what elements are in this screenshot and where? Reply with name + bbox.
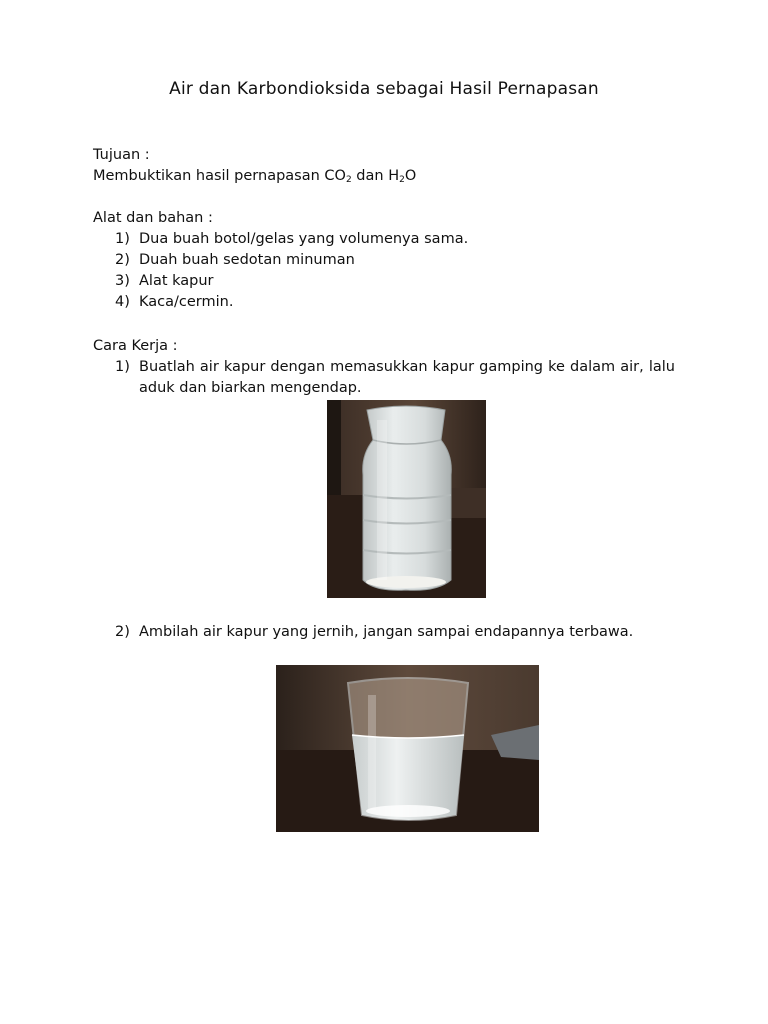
bottle-of-limewater-image [327, 400, 486, 598]
list-item-text: Kaca/cermin. [139, 294, 234, 310]
list-item-text: Dua buah botol/gelas yang volumenya sama. [139, 231, 469, 247]
list-item-text: Duah buah sedotan minuman [139, 252, 355, 268]
list-item-number: 4) [115, 294, 130, 310]
tujuan-text-suffix: O [404, 168, 417, 184]
list-item [115, 229, 675, 250]
list-item-number: 2) [115, 624, 130, 640]
tujuan-heading: Tujuan : [93, 147, 150, 163]
tujuan-text-prefix: Membuktikan hasil pernapasan CO [93, 168, 346, 184]
tujuan-text [93, 166, 675, 187]
list-item-number: 3) [115, 273, 130, 289]
list-item-text: Alat kapur [139, 273, 214, 289]
cara-step-1 [115, 357, 675, 399]
document-title: Air dan Karbondioksida sebagai Hasil Pernapasan [169, 79, 599, 99]
list-item-number: 1) [115, 359, 130, 375]
list-item-text: Ambilah air kapur yang jernih, jangan sampai endapannya terbawa. [139, 624, 634, 640]
alat-heading: Alat dan bahan : [93, 210, 213, 226]
list-item [115, 250, 675, 271]
tujuan-section [93, 145, 675, 187]
h2o-subscript: 2 [399, 175, 405, 185]
list-item [115, 292, 675, 313]
tujuan-text-mid: dan H [351, 168, 400, 184]
cara-heading: Cara Kerja : [93, 338, 178, 354]
list-item [115, 357, 675, 399]
glass-of-clear-limewater-image [276, 665, 539, 832]
list-item-text: Buatlah air kapur dengan memasukkan kapur gamping ke dalam air, lalu aduk dan biarkan mengendap. [139, 359, 675, 396]
bottle-photo [327, 400, 486, 598]
list-item [115, 622, 675, 643]
list-item-number: 1) [115, 231, 130, 247]
cara-step-2 [115, 622, 675, 643]
list-item [115, 271, 675, 292]
alat-list [115, 229, 675, 313]
co2-subscript: 2 [345, 175, 352, 185]
glass-photo [276, 665, 539, 832]
list-item-number: 2) [115, 252, 130, 268]
